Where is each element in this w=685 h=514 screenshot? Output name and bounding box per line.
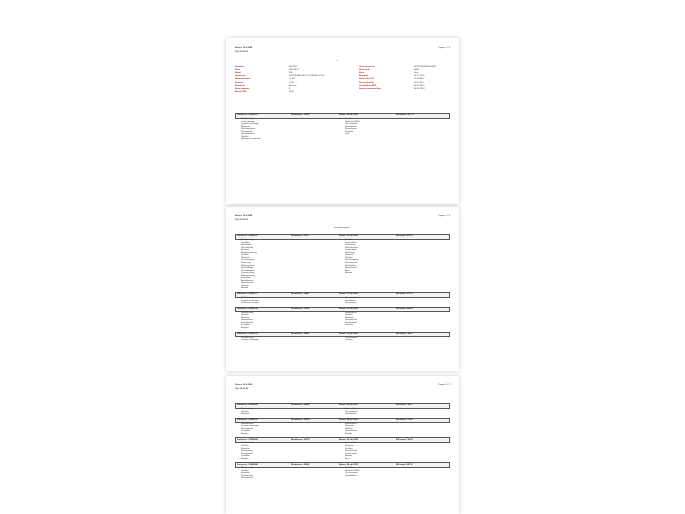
invoice-header-field: Factuurnr.: 20202213 xyxy=(237,114,258,117)
invoice-header-field: Werkbonnr.: 97007 xyxy=(291,308,310,311)
invoice-line-item: Accutest xyxy=(241,249,249,252)
invoice-line-item: Olie ontwijzid xyxy=(345,336,358,339)
invoice-line-item: Werkbeurting xyxy=(241,118,254,120)
field-label: Bouwjaar xyxy=(359,75,369,78)
invoice-line-item: Inlaatkit xyxy=(345,467,353,470)
invoice-line-item: Controleer remmen xyxy=(241,302,259,305)
field-value: 13-4-2020 xyxy=(414,78,424,81)
invoice-line-item: Remleidingen xyxy=(241,267,254,270)
invoice-line-item: Motorolie xyxy=(345,425,354,428)
invoice-line-item: Remvloeistof xyxy=(241,321,254,324)
invoice-line-item: Bougies xyxy=(241,432,249,435)
invoice-line-item: Lampen xyxy=(345,339,353,342)
document-page-1 xyxy=(226,38,459,204)
invoice-line-item: Bandenspanning xyxy=(241,251,257,254)
invoice-line-item: Interieurfilter xyxy=(345,241,357,244)
field-label: Bouwj. APK xyxy=(235,90,247,93)
field-label: Datum tenaamstelling xyxy=(359,87,381,90)
invoice-line-item: Motorolie xyxy=(241,472,250,475)
invoice-line-item: Aandrijfassen xyxy=(241,279,254,282)
invoice-line-item: Oliefilter xyxy=(241,314,249,317)
invoice-line-item: Verlichting xyxy=(345,251,355,254)
invoice-line-item: Accu xyxy=(345,457,350,460)
field-label: Datum tenaam xyxy=(235,87,250,90)
invoice-line-item: Werkbonnr verstuurd xyxy=(241,138,261,141)
invoice-line-item: Remschijven xyxy=(345,302,357,305)
invoice-line-item: Motorolie xyxy=(345,316,354,319)
invoice-header-field: Werkbonnr.: 40908 xyxy=(291,404,310,407)
field-value: 04-11-2025 xyxy=(414,84,425,87)
invoice-line-item: Luchtfilter xyxy=(241,324,251,327)
invoice-line-item: Bougies xyxy=(241,326,249,329)
field-label: Kenteken xyxy=(235,66,245,68)
field-value: 208 5M HATCHB 1.2 PURETECH 110 xyxy=(289,75,325,78)
invoice-line-item: Stuurinrichting xyxy=(241,272,255,275)
invoice-line-item: Fotoprint xyxy=(345,130,354,133)
invoice-line-item: Motorolie xyxy=(241,413,250,416)
field-value: 13-4-2020 xyxy=(414,81,424,84)
invoice-header-field: Factuurnr.: 20200564 xyxy=(237,438,258,441)
invoice-line-item: Motorolie 5W30 xyxy=(345,469,360,472)
invoice-line-item: Oliefilter xyxy=(241,469,249,472)
invoice-line-item: Werkbeurting xyxy=(241,442,254,445)
field-label: Model xyxy=(235,72,242,75)
invoice-header-field: Factuurnr.: 20200968 xyxy=(237,404,258,407)
invoice-line-item: Werkbeurting xyxy=(241,408,254,410)
field-label: Datum Deel 1B xyxy=(359,81,374,84)
invoice-line-item: Motorolie xyxy=(241,256,250,259)
invoice-line-item: Luchtfilter xyxy=(241,241,251,244)
invoice-line-item: Olie-aftapplug xyxy=(345,259,358,262)
field-value: Benzine xyxy=(289,84,297,87)
invoice-line-item: Koelvloeistof xyxy=(345,249,357,252)
invoice-line-item: Bougies xyxy=(241,457,249,460)
invoice-line-item: Remblokken xyxy=(345,299,357,302)
invoice-line-item: Koelvloeistof xyxy=(345,321,357,324)
invoice-line-item: Banden xyxy=(241,287,249,290)
invoice-header-field: KM-stand: 66774 xyxy=(396,463,413,466)
invoice-line-item: Remschijven xyxy=(345,128,357,131)
invoice-header-field: Datum: 29 okt 2019 xyxy=(339,463,358,466)
invoice-line-item: Inlaatkit xyxy=(345,118,353,120)
field-value: 04-11-2019 xyxy=(414,75,425,78)
invoice-line-item: Remblokken xyxy=(345,474,357,477)
invoice-line-item: Motorolie xyxy=(345,254,354,257)
invoice-line-item: Ruitenwisser xyxy=(241,450,253,453)
invoice-header-field: Datum: 28 jan 2021 xyxy=(339,419,358,422)
field-value: 0 xyxy=(289,87,291,90)
invoice-line-item: Remvloeistof xyxy=(345,261,358,264)
invoice-line-item: Remschijven xyxy=(345,267,357,270)
field-label: Kilometerstand xyxy=(235,78,251,81)
print-date: Datum: 22-4-2024 xyxy=(235,384,253,386)
invoice-header-field: Werkbonnr.: 28831 xyxy=(291,332,310,335)
invoice-header xyxy=(235,462,450,468)
invoice-header-field: Werkbonnr.: 00117 xyxy=(291,235,310,238)
invoice-line-item: Interieurfilter xyxy=(345,422,357,425)
invoice-line-item: Oliefilter xyxy=(241,444,249,447)
field-label: Uitvoering xyxy=(235,75,246,78)
invoice-header-field: Werkbonnr.: 90807 xyxy=(291,293,310,296)
invoice-line-item: Werkbeurting xyxy=(241,311,254,314)
invoice-line-item: Oliefilter xyxy=(345,314,353,317)
invoice-line-item: Inlaatkit xyxy=(345,239,353,241)
invoice-line-item: Lampen vervangen xyxy=(241,339,259,342)
invoice-line-item: Ruitenwisser xyxy=(241,474,253,477)
invoice-line-item: Lampen vervangen xyxy=(241,299,259,302)
invoice-header-field: Werkbonnr.: 90158 xyxy=(291,419,310,422)
invoice-header-field: KM-stand: 70003 xyxy=(396,438,413,441)
invoice-header-field: KM-stand: 87178 xyxy=(396,293,413,296)
invoice-line-item: Olie ontwijzid xyxy=(345,410,358,413)
print-time: Tijd: 10:30:22 xyxy=(235,387,249,390)
invoice-line-item: Accu xyxy=(345,269,350,272)
field-value: 2020 xyxy=(289,90,294,93)
invoice-line-item: Motorolie xyxy=(241,447,250,450)
field-label: Brandstof xyxy=(235,84,245,87)
logo-mark: ⌙ xyxy=(336,58,339,62)
invoice-header-field: KM-stand: 107773 xyxy=(396,114,414,117)
invoice-line-item: Interieurfilter xyxy=(345,442,357,445)
invoice-line-item: Interieurfilter xyxy=(345,311,357,314)
invoice-header xyxy=(235,307,450,313)
invoice-line-item: Ruitenwisser xyxy=(241,130,253,133)
invoice-header xyxy=(235,292,450,298)
invoice-line-item: Motorolie 5W30 xyxy=(345,120,360,123)
invoice-header-field: KM-stand: 77166 xyxy=(396,419,413,422)
invoice-header-field: KM-stand: 75571 xyxy=(396,404,413,407)
invoice-header xyxy=(235,113,450,119)
invoice-line-item: Remblokken xyxy=(345,125,357,128)
print-time: Tijd: 10:30:22 xyxy=(235,50,249,53)
page-number: Pagina: 2 / 3 xyxy=(438,215,450,217)
document-page-3 xyxy=(226,376,459,514)
invoice-header-field: Werkbonnr.: 90774 xyxy=(291,438,310,441)
invoice-header-field: Datum: 25 okt 2023 xyxy=(339,235,358,238)
invoice-line-item: Remvloeistof xyxy=(345,430,358,433)
page-number: Pagina: 1 / 3 xyxy=(438,47,450,49)
print-time: Tijd: 10:30:22 xyxy=(235,218,249,221)
invoice-header-field: Factuurnr.: 20202171 xyxy=(237,293,258,296)
invoice-header-field: Datum: 13 jun 2022 xyxy=(339,332,358,335)
invoice-header-field: Datum: 27 okt 2023 xyxy=(339,293,358,296)
invoice-line-item: Ruitenwisser xyxy=(241,319,253,322)
invoice-line-item: Olie ontwijzid xyxy=(345,472,358,475)
invoice-line-item: Motorolie xyxy=(241,316,250,319)
invoice-line-item: Uitlaatsysteem xyxy=(241,264,255,267)
invoice-header-field: Factuurnr.: 20202611 xyxy=(237,235,258,238)
invoice-header xyxy=(235,332,450,338)
print-date: Datum: 22-4-2024 xyxy=(235,215,253,217)
invoice-line-item: Remvloeistof xyxy=(241,246,254,249)
invoice-header-field: Werkbonnr.: 40166 xyxy=(291,463,310,466)
invoice-header-field: Factuurnr.: 20200389 xyxy=(237,463,258,466)
invoice-header-field: Datum: 18 okt 2023 xyxy=(339,114,358,117)
invoice-line-item: Werkbeurting xyxy=(241,239,254,241)
invoice-line-item: Werkbeurting xyxy=(241,297,254,299)
invoice-line-item: Werkbeurting xyxy=(241,422,254,425)
invoice-line-item: Werkbeurting xyxy=(241,467,254,470)
invoice-line-item: Olie ontwijzid xyxy=(345,297,358,299)
document-page-2 xyxy=(226,207,459,371)
invoice-line-item: Oliefilter xyxy=(241,410,249,413)
invoice-header-field: KM-stand: 70473 xyxy=(396,332,413,335)
invoice-line-item: Remvloeistof xyxy=(241,477,254,480)
invoice-line-item: Lampen vervangen xyxy=(241,425,259,428)
field-label: Kleur xyxy=(359,72,365,75)
invoice-header xyxy=(235,234,450,240)
field-value: VF3UPHNS9KS203078 xyxy=(414,66,436,68)
invoice-line-item: Controle xyxy=(345,324,353,327)
invoice-line-item: Wasbeurt xyxy=(241,125,250,128)
invoice-header-field: Datum: 23 okt 2020 xyxy=(339,438,358,441)
invoice-line-item: Banden xyxy=(345,455,353,458)
invoice-line-item: Koppeling xyxy=(241,277,251,280)
field-value: 04-11-2019 xyxy=(414,87,425,90)
invoice-line-item: Motorsteunen xyxy=(241,282,254,285)
invoice-header xyxy=(235,403,450,409)
invoice-line-item: Lampen vervangen xyxy=(241,123,259,126)
invoice-header xyxy=(235,418,450,424)
invoice-line-item: Luchtfilter xyxy=(241,430,251,433)
invoice-header-field: KM-stand: 83628 xyxy=(396,308,413,311)
invoice-line-item: Oliefilter xyxy=(241,254,249,257)
page-subtitle: Kentekenregister xyxy=(334,227,350,229)
invoice-line-item: Remvloeistof xyxy=(345,319,358,322)
invoice-line-item: Liqui xyxy=(345,133,350,136)
invoice-line-item: Oliefilter xyxy=(345,447,353,450)
invoice-header-field: Werkbonnr.: 21060 xyxy=(291,114,310,117)
field-value: Grijs xyxy=(414,72,419,75)
field-label: Chassisnummer xyxy=(359,66,376,68)
invoice-line-item: Olie ontwijzid xyxy=(345,123,358,126)
invoice-line-item: Banden xyxy=(345,432,353,435)
invoice-line-item: Schokdempers xyxy=(241,269,255,272)
invoice-line-item: Interieurfilter xyxy=(345,408,357,410)
invoice-line-item: Wisserblad xyxy=(241,244,252,247)
field-label: Opbouw xyxy=(235,81,244,84)
invoice-line-item: Ruitensproeier xyxy=(345,246,359,249)
field-value: 7 DR xyxy=(289,81,294,84)
invoice-line-item: Verlichting xyxy=(241,261,251,264)
invoice-line-item: Lekkage xyxy=(241,284,249,287)
field-label: Vervaldatum APK xyxy=(359,84,377,87)
invoice-line-item: Banden xyxy=(345,272,353,275)
invoice-line-item: Werkbeurting xyxy=(241,336,254,339)
field-label: Datum Deel 1A xyxy=(359,78,374,81)
invoice-line-item: Wielophanging xyxy=(241,274,255,277)
invoice-header-field: KM-stand: 97578 xyxy=(396,235,413,238)
invoice-line-item: Ontluchting xyxy=(345,244,356,247)
invoice-line-item: Koelvloeistof xyxy=(345,452,357,455)
invoice-line-item: Remvloeistof xyxy=(345,450,358,453)
invoice-line-item: Remblokken xyxy=(345,413,357,416)
invoice-header-field: Factuurnr.: 20202199 xyxy=(237,308,258,311)
invoice-header xyxy=(235,437,450,443)
invoice-line-item: Olie-aftapplug xyxy=(241,259,254,262)
invoice-line-item: Oliefilter xyxy=(241,135,249,138)
invoice-line-item: Ondersteuning xyxy=(241,120,255,123)
field-label: Motorcode xyxy=(359,69,370,72)
print-date: Datum: 22-4-2024 xyxy=(235,47,253,49)
field-value: HN05 xyxy=(414,69,420,72)
invoice-line-item: Wiel-doorlopen xyxy=(241,128,255,131)
field-value: PEUGEOT xyxy=(289,69,300,72)
invoice-header-field: Factuurnr.: 20201174 xyxy=(237,332,258,335)
invoice-line-item: Luchtfilter xyxy=(241,455,251,458)
invoice-line-item: Oliefilter xyxy=(345,427,353,430)
field-value: FB-TW-L xyxy=(289,66,298,68)
field-value: 208 xyxy=(289,72,293,75)
page-number: Pagina: 3 / 3 xyxy=(438,384,450,386)
invoice-header-field: Factuurnr.: 20200741 xyxy=(237,419,258,422)
field-label: Merk xyxy=(235,69,240,72)
invoice-header-field: Datum: 22 okt 2022 xyxy=(339,308,358,311)
invoice-line-item: Remvloeistof xyxy=(241,427,254,430)
invoice-line-item: Ruitenwassers xyxy=(241,133,255,136)
invoice-line-item: Oliefilter xyxy=(345,256,353,259)
invoice-line-item: Remvloeistof xyxy=(241,452,254,455)
invoice-line-item: Motorolie xyxy=(345,444,354,447)
invoice-header-field: Datum: 26 okt 2021 xyxy=(339,404,358,407)
field-value: 71.657 xyxy=(289,78,296,81)
invoice-line-item: Remblokken xyxy=(345,264,357,267)
